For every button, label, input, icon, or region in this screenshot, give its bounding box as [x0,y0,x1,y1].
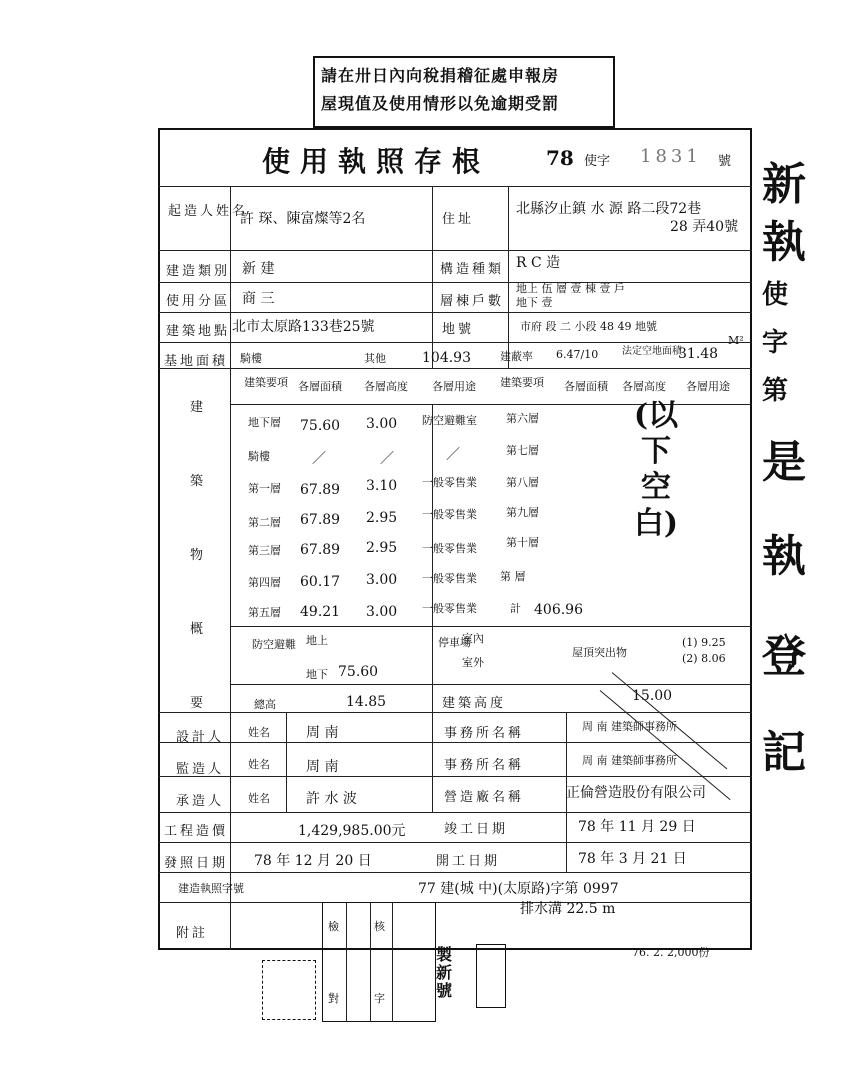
value-floors-line2: 地下 壹 [516,296,553,309]
label-below: 地下 [306,668,328,681]
value-building-height: 15.00 [632,688,673,704]
unit-m2: M² [728,334,744,347]
label-coverage: 建蔽率 [500,350,533,363]
value-supervisor-office: 周 南 建築師事務所 [582,754,677,767]
label-indoor: 室內 [462,632,484,645]
value-permit-no: 77 建(城 中)(太原路)字第 0997 [418,881,619,897]
label-col-height-right: 各層高度 [622,380,666,393]
floor-height: 2.95 [366,510,398,526]
left-col-label: 物 [190,548,207,563]
label-remarks: 附註 [176,926,209,941]
value-lot: 市府 段 二 小段 48 49 地號 [520,320,657,333]
seal-label: 核 [374,920,385,933]
rule [158,250,752,251]
label-building-height: 建築高度 [442,696,507,711]
rule [286,712,287,812]
label-start-date: 開工日期 [436,854,501,869]
label-col-use: 各層用途 [432,380,476,393]
floor-use: ／ [446,447,460,463]
label-building-items: 建築要項 [244,376,288,389]
label-roof: 屋頂突出物 [572,646,627,659]
seal-prefix: 字 [374,992,385,1005]
rule [158,186,752,187]
rule [158,842,752,843]
value-address-line2: 28 弄40號 [670,219,739,235]
label-issue-date: 發照日期 [164,856,229,871]
value-cost: 1,429,985.00元 [298,823,406,839]
tax-notice-line2: 屋現值及使用情形以免逾期受罰 [321,94,560,113]
rule [158,368,752,369]
floor-name-right: 第八層 [506,476,539,489]
left-col-label: 建 [190,400,207,415]
floor-area: 75.60 [300,418,341,434]
label-supervisor-office: 事務所名稱 [444,758,525,773]
floor-height: 3.00 [366,604,398,620]
handwritten-below-blank: (以下空白) [633,398,679,541]
label-structure: 構造種類 [440,262,505,277]
value-address-line1: 北縣汐止鎮 水 源 路二段72巷 [516,201,702,217]
floor-height: 2.95 [366,540,398,556]
title-word: 使字 [584,154,611,169]
floor-name: 騎樓 [248,450,270,463]
label-col-use-right: 各層用途 [686,380,730,393]
label-applicant: 起造人姓名 [168,204,249,219]
tax-notice-line1: 請在卅日內向稅捐稽征處申報房 [321,66,560,85]
label-outdoor: 室外 [462,656,484,669]
label-cost: 工程造價 [164,824,229,839]
tax-notice-stamp [313,56,615,128]
floor-area: ／ [312,451,326,467]
value-coverage: 6.47/10 [556,348,599,361]
seal-check: 檢 [328,920,339,933]
value-legal-empty: 31.48 [678,346,719,362]
value-build-type: 新 建 [242,261,275,277]
floor-area: 67.89 [300,542,341,558]
label-col-area-right: 各層面積 [564,380,608,393]
value-roof1: (1) 9.25 [682,636,726,649]
label-floors-units: 層棟戶數 [440,294,505,309]
floor-name: 第一層 [248,482,281,495]
value-contractor-firm: 正倫營造股份有限公司 [566,785,706,801]
value-applicant: 許 琛、陳富燦等2名 [240,211,366,227]
value-completion: 78 年 11 月 29 日 [578,819,696,835]
floor-height: 3.00 [366,572,398,588]
margin-char: 執 [762,217,806,268]
value-roof2: (2) 8.06 [682,652,726,665]
label-completion: 竣工日期 [444,822,509,837]
floor-name: 地下層 [248,416,281,429]
rule [432,186,433,368]
value-designer: 周 南 [306,725,339,741]
margin-char: 登 [762,631,806,682]
rule [158,712,752,713]
floor-use: 一般零售業 [422,602,477,615]
label-building-items-right: 建築要項 [500,376,544,389]
title-unit: 號 [718,154,732,169]
label-contractor-firm: 營造廠名稱 [444,790,525,805]
floor-height: 3.10 [366,478,398,494]
label-designer-name: 姓名 [248,726,270,739]
label-address: 住址 [442,212,475,227]
label-legal-empty: 法定空地面積 [622,346,682,357]
floor-use: 一般零售業 [422,476,477,489]
floor-area: 49.21 [300,604,341,620]
print-code: 76. 2. 2,000份 [632,946,710,959]
value-drainage: 排水溝 22.5 m [520,901,616,917]
label-vacant: 防空避難 [252,638,296,651]
left-col-label: 概 [190,622,207,637]
rule [158,312,752,313]
floor-use: 一般零售業 [422,572,477,585]
label-other: 其他 [364,352,386,365]
rule [158,902,752,903]
floor-name: 第二層 [248,516,281,529]
label-designer: 設計人 [176,730,225,745]
rule [346,902,347,1022]
margin-char: 執 [762,531,806,582]
floor-name: 第四層 [248,576,281,589]
value-start-date: 78 年 3 月 21 日 [578,851,687,867]
value-supervisor: 周 南 [306,759,339,775]
left-col-label: 要 [190,696,207,711]
floor-name: 第三層 [248,544,281,557]
label-build-type: 建造類別 [166,264,231,279]
rule [158,812,752,813]
label-arcade: 騎樓 [240,352,262,365]
value-contractor: 許 水 波 [306,791,357,807]
floor-area: 60.17 [300,574,341,590]
floor-area: 67.89 [300,512,341,528]
margin-char: 字 [762,328,789,358]
value-designer-office: 周 南 建築師事務所 [582,720,677,733]
label-zone: 使用分區 [166,294,231,309]
label-base-area: 基地面積 [164,354,229,369]
title-number: 1831 [640,146,702,167]
floor-name-right: 第九層 [506,506,539,519]
rule [158,872,752,873]
label-supervisor: 監造人 [176,762,225,777]
floor-use: 一般零售業 [422,542,477,555]
floor-name-right: 第六層 [506,412,539,425]
floor-height: ／ [380,451,394,467]
label-col-area: 各層面積 [298,380,342,393]
date-seal [476,944,506,1008]
rule [230,684,752,685]
rule [370,902,371,1022]
label-contractor: 承造人 [176,794,225,809]
value-vacant-below: 75.60 [338,664,379,680]
faded-seal [262,960,316,1020]
rule [158,776,752,777]
floor-height: 3.00 [366,416,398,432]
rule [508,186,509,368]
form-title: 使用執照存根 [262,145,491,178]
rule [230,186,231,950]
label-permit-no: 建造執照字號 [178,882,244,895]
margin-char: 是 [762,437,806,488]
margin-char: 新 [762,159,806,210]
label-total: 計 [510,602,521,615]
seal-new-no: 製新號 [436,945,453,1000]
label-supervisor-name: 姓名 [248,758,270,771]
floor-use: 一般零售業 [422,508,477,521]
label-site: 建築地點 [166,324,231,339]
value-base-other: 104.93 [422,350,471,366]
label-designer-office: 事務所名稱 [444,726,525,741]
floor-name-right: 第 層 [500,570,526,583]
seal-sign: 對 [328,992,339,1005]
value-total-height: 14.85 [346,694,387,710]
floor-name: 第五層 [248,606,281,619]
label-contractor-name: 姓名 [248,792,270,805]
value-total-area: 406.96 [534,602,583,618]
label-lot: 地號 [442,322,475,337]
rule [158,282,752,283]
floor-use: 防空避難室 [422,414,477,427]
floor-name-right: 第十層 [506,536,539,549]
value-structure: R C 造 [516,255,561,271]
value-floors-line1: 地上 伍 層 壹 棟 壹 戶 [516,282,625,295]
margin-char: 使 [762,280,789,310]
title-year: 78 [546,146,574,170]
value-site: 北市太原路133巷25號 [232,319,375,335]
left-col-label: 築 [190,474,207,489]
label-col-height: 各層高度 [364,380,408,393]
rule [230,626,752,627]
margin-char: 第 [762,376,789,406]
value-issue-date: 78 年 12 月 20 日 [254,853,372,869]
label-above: 地上 [306,634,328,647]
margin-char: 記 [762,727,806,778]
label-total-height: 總高 [254,698,276,711]
rule [392,902,393,1022]
value-zone: 商 三 [242,291,275,307]
label-parking: 停車場 [438,636,471,649]
floor-name-right: 第七層 [506,444,539,457]
floor-area: 67.89 [300,482,341,498]
